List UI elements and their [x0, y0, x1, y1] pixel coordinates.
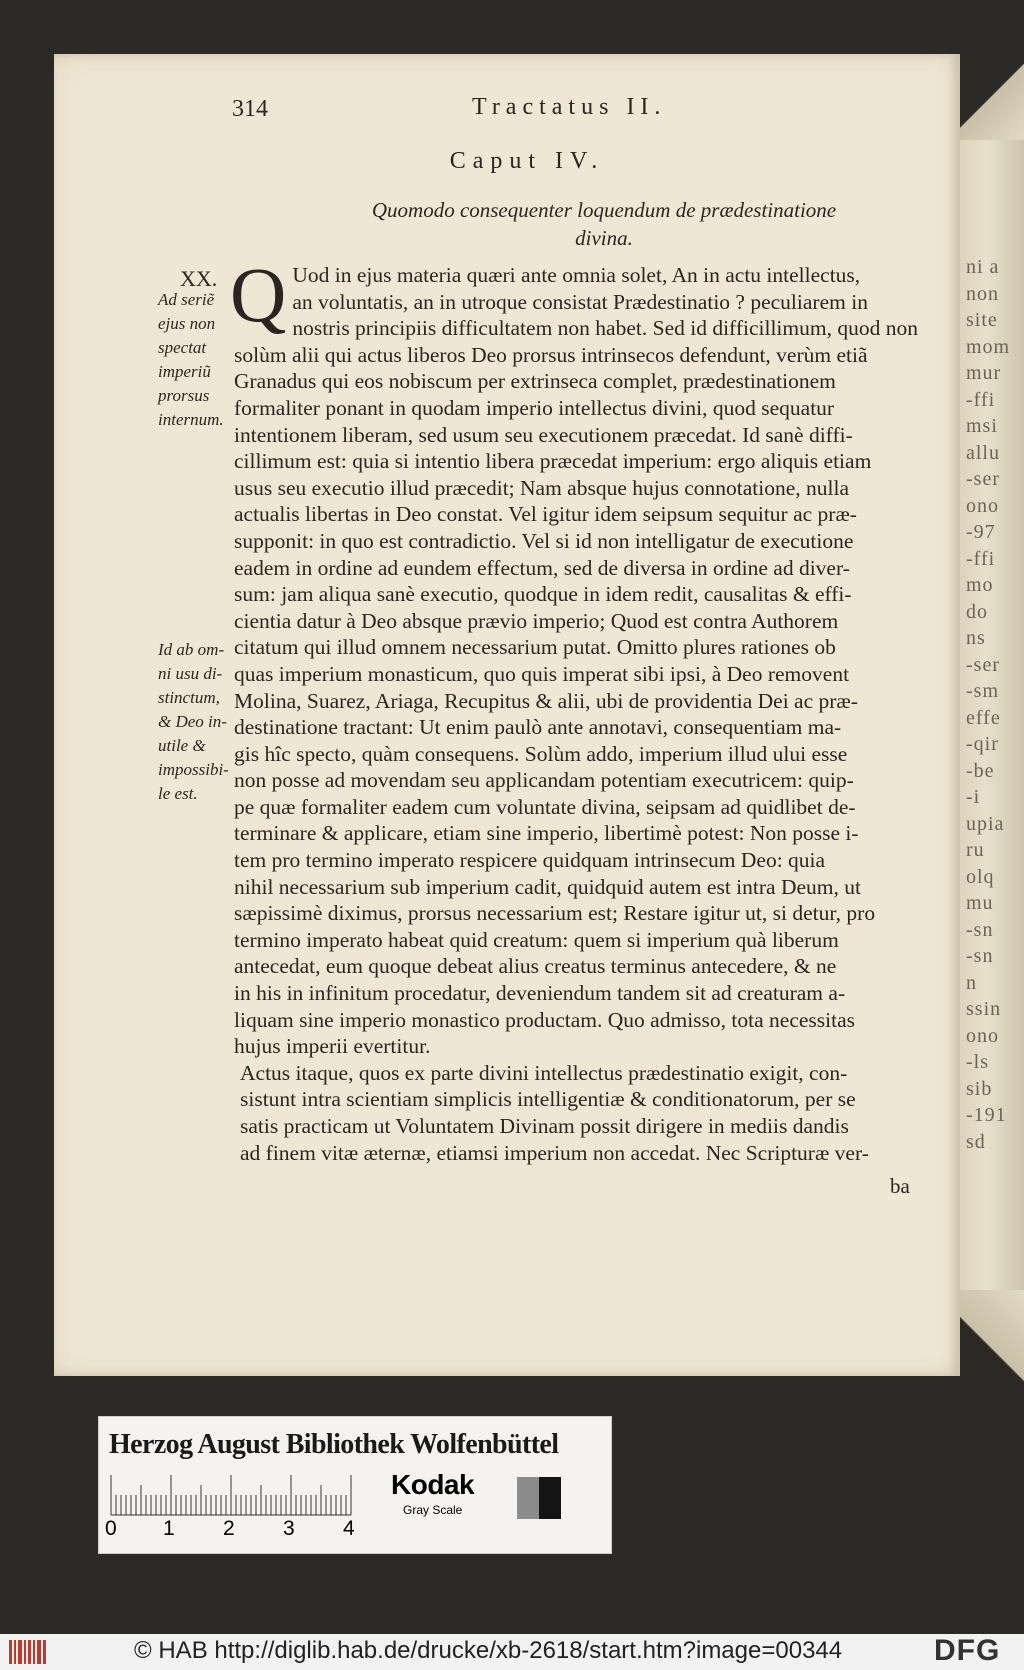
- margin-note-line: stinctum,: [158, 688, 220, 707]
- margin-note-line: Id ab om-: [158, 640, 225, 659]
- adjacent-text-fragment: sib: [966, 1077, 993, 1100]
- ruler-number: 4: [343, 1517, 355, 1540]
- adjacent-text-fragment: -ffi: [966, 388, 996, 411]
- gray-swatch: [517, 1477, 539, 1519]
- margin-note-line: ejus non: [158, 314, 216, 333]
- adjacent-text-fragment: ni a: [966, 256, 1000, 278]
- margin-note-line: utile &: [158, 736, 206, 755]
- text-line: ad finem vitæ æternæ, etiamsi imperium non accedat. Nec Scripturæ ver-: [240, 1140, 869, 1165]
- text-line: gis hîc specto, quàm consequens. Solùm addo, imperium illud ului esse: [234, 741, 848, 766]
- library-name: Herzog August Bibliothek Wolfenbüttel: [109, 1429, 559, 1460]
- copyright-link[interactable]: © HAB http://diglib.hab.de/drucke/xb-2618/start.htm?image=00344: [134, 1637, 843, 1664]
- adjacent-text-fragment: -sn: [966, 918, 994, 941]
- page-number: 314: [232, 96, 268, 122]
- chapter-heading: Caput IV.: [449, 148, 605, 174]
- margin-note-line: ni usu di-: [158, 664, 223, 683]
- adjacent-text-fragment: sd: [966, 1130, 986, 1153]
- adjacent-text-fragment: ono: [966, 494, 999, 517]
- text-line: antecedat, eum quoque debeat alius creatus terminus antecedere, & ne: [234, 954, 837, 979]
- adjacent-page-edge: [960, 50, 1024, 1410]
- chapter-title: [284, 196, 924, 252]
- margin-note-line: spectat: [158, 338, 207, 357]
- gray-scale-label: Gray Scale: [403, 1503, 463, 1517]
- text-line: termino imperato habeat quid creatum: quem si imperium quà liberum: [234, 927, 839, 952]
- adjacent-text-fragment: n: [966, 971, 977, 994]
- adjacent-text-fragment: -ls: [966, 1051, 989, 1073]
- text-line: citatum qui illud omnem necessarium putat. Omitto plures rationes ob: [234, 635, 836, 660]
- adjacent-text-fragment: do: [966, 600, 988, 623]
- text-line: Granadus qui eos nobiscum per extrinseca complet, prædestinationem: [234, 369, 836, 394]
- text-line: sum: jam aliqua sanè executio, quodque in idem redit, causalitas & effi-: [234, 582, 852, 607]
- adjacent-text-fragment: -i: [966, 786, 981, 808]
- margin-note-line: le est.: [158, 784, 198, 803]
- text-line: nostris principiis difficultatem non habet. Sed id difficillimum, quod non: [292, 316, 918, 341]
- adjacent-text-fragment: olq: [966, 865, 995, 888]
- page-fold-shadow: [960, 50, 1024, 140]
- adjacent-text-fragment: -ser: [966, 468, 1000, 490]
- text-line: eadem in ordine ad eundem effectum, sed de diversa in ordine ad diver-: [234, 555, 850, 580]
- adjacent-text-fragment: ru: [966, 839, 985, 861]
- text-line: satis practicam ut Voluntatem Divinam possit dirigere in mediis dandis: [240, 1114, 849, 1138]
- text-line: pe quæ formaliter eadem cum voluntate divina, seipsam ad quidlibet de-: [234, 794, 856, 819]
- text-line: an voluntatis, an in utroque consistat Prædestinatio ? peculiarem in: [292, 289, 868, 314]
- text-line: actualis libertas in Deo constat. Vel igitur idem seipsum sequitur ac præ-: [234, 502, 857, 527]
- text-line: in his in infinitum procedatur, deveniendum tandem sit ad creaturam a-: [234, 981, 846, 1006]
- adjacent-text-fragment: ns: [966, 627, 986, 649]
- text-line: supponit: in quo est contradictio. Vel si id non intelligatur de executione: [234, 528, 854, 553]
- adjacent-text-fragment: mom: [966, 335, 1011, 358]
- text-line: nihil necessarium sub imperium cadit, quidquid autem est intra Deum, ut: [234, 874, 861, 899]
- adjacent-text-fragment: upia: [966, 812, 1005, 835]
- barcode-icon: [8, 1638, 48, 1666]
- ruler-number: 0: [105, 1517, 117, 1540]
- adjacent-text-fragment: allu: [966, 441, 1000, 464]
- text-line: destinatione tractant: Ut enim paulò ante annotavi, consequentiam ma-: [234, 715, 842, 740]
- adjacent-text-fragment: -ffi: [966, 547, 996, 570]
- ruler-number: 3: [283, 1517, 295, 1540]
- black-swatch: [539, 1477, 561, 1519]
- text-line: Actus itaque, quos ex parte divini intellectus prædestinatio exigit, con-: [240, 1060, 848, 1085]
- running-head: Tractatus II.: [472, 94, 667, 120]
- adjacent-text-fragment: mur: [966, 362, 1002, 384]
- adjacent-text-fragment: site: [966, 309, 998, 331]
- kodak-logo: Kodak: [391, 1469, 475, 1500]
- text-line: intentionem liberam, sed usum seu executionem præcedat. Id sanè diffi-: [234, 422, 853, 447]
- text-line: usus seu executio illud præcedit; Nam absque hujus connotatione, nulla: [234, 475, 850, 500]
- chapter-title-line: Quomodo consequenter loquendum de prædestinatione: [371, 198, 837, 222]
- adjacent-text-fragment: -sm: [966, 680, 999, 702]
- drop-cap: Q: [230, 251, 287, 338]
- adjacent-text-fragment: ssin: [966, 998, 1002, 1020]
- adjacent-text-fragment: -sn: [966, 945, 994, 967]
- margin-note-line: impossibi-: [158, 760, 229, 779]
- margin-note-line: imperiũ: [158, 362, 211, 381]
- dfg-logo: DFG: [934, 1634, 1001, 1667]
- margin-note-line: & Deo in-: [158, 712, 227, 731]
- text-line: non posse ad movendam seu applicandam potentiam executricem: quip-: [234, 768, 854, 793]
- text-line: quas imperium monasticum, quo quis imperat sibi ipsi, à Deo removent: [234, 661, 850, 686]
- adjacent-text-fragment: msi: [966, 415, 998, 437]
- adjacent-text-fragment: -191: [966, 1104, 1007, 1126]
- margin-note-line: prorsus: [158, 386, 210, 405]
- footer-bar: [0, 1634, 1024, 1670]
- text-line: formaliter ponant in quodam imperio intellectus divini, quod sequatur: [234, 395, 835, 420]
- adjacent-text-fragment: mu: [966, 892, 994, 914]
- section-number: XX.: [180, 266, 218, 291]
- text-line: tem pro termino imperato respicere quidquam intrinsecum Deo: quia: [234, 848, 826, 873]
- text-line: sistunt intra scientiam simplicis intelligentiæ & conditionatorum, per se: [240, 1087, 856, 1112]
- adjacent-text-fragment: -97: [966, 521, 996, 543]
- text-line: Uod in ejus materia quæri ante omnia solet, An in actu intellectus,: [292, 263, 861, 287]
- ruler-number: 2: [223, 1517, 235, 1540]
- margin-note-line: internum.: [158, 410, 224, 429]
- library-label-card: [98, 1416, 612, 1554]
- adjacent-text-fragment: non: [966, 282, 999, 305]
- adjacent-text-fragment: mo: [966, 574, 994, 596]
- page-fold-shadow-bottom: [960, 1290, 1024, 1410]
- text-line: cientia datur à Deo absque prævio imperio; Quod est contra Authorem: [234, 608, 839, 633]
- adjacent-text-fragment: ono: [966, 1024, 999, 1047]
- text-line: Molina, Suarez, Ariaga, Recupitus & alii, ubi de providentia Dei ac præ-: [234, 688, 858, 713]
- adjacent-text-fragment: -be: [966, 759, 995, 782]
- text-line: cillimum est: quia si intentio libera præcedat imperium: ergo aliquis etiam: [234, 449, 872, 474]
- adjacent-text-fragment: -ser: [966, 653, 1000, 676]
- text-line: hujus imperii evertitur.: [234, 1034, 431, 1059]
- text-line: terminare & applicare, etiam sine imperio, libertimè potest: Non posse i-: [234, 821, 859, 846]
- chapter-title-line: divina.: [575, 226, 633, 250]
- adjacent-text-fragment: -qir: [966, 733, 999, 755]
- book-page: [54, 54, 960, 1376]
- text-line: liquam sine imperio monastico productam. Quo admisso, tota necessitas: [234, 1007, 855, 1032]
- margin-note-line: Ad seriẽ: [158, 290, 215, 309]
- adjacent-text-fragment: effe: [966, 706, 1001, 729]
- body-text: [230, 251, 926, 1166]
- text-line: solùm alii qui actus liberos Deo prorsus intrinsecos defendunt, verùm etiã: [234, 342, 868, 367]
- scale-ruler: [109, 1475, 369, 1519]
- catchword: ba: [890, 1174, 910, 1198]
- text-line: sæpissimè diximus, prorsus necessarium est; Restare igitur ut, si detur, pro: [234, 901, 876, 926]
- ruler-number: 1: [163, 1517, 175, 1540]
